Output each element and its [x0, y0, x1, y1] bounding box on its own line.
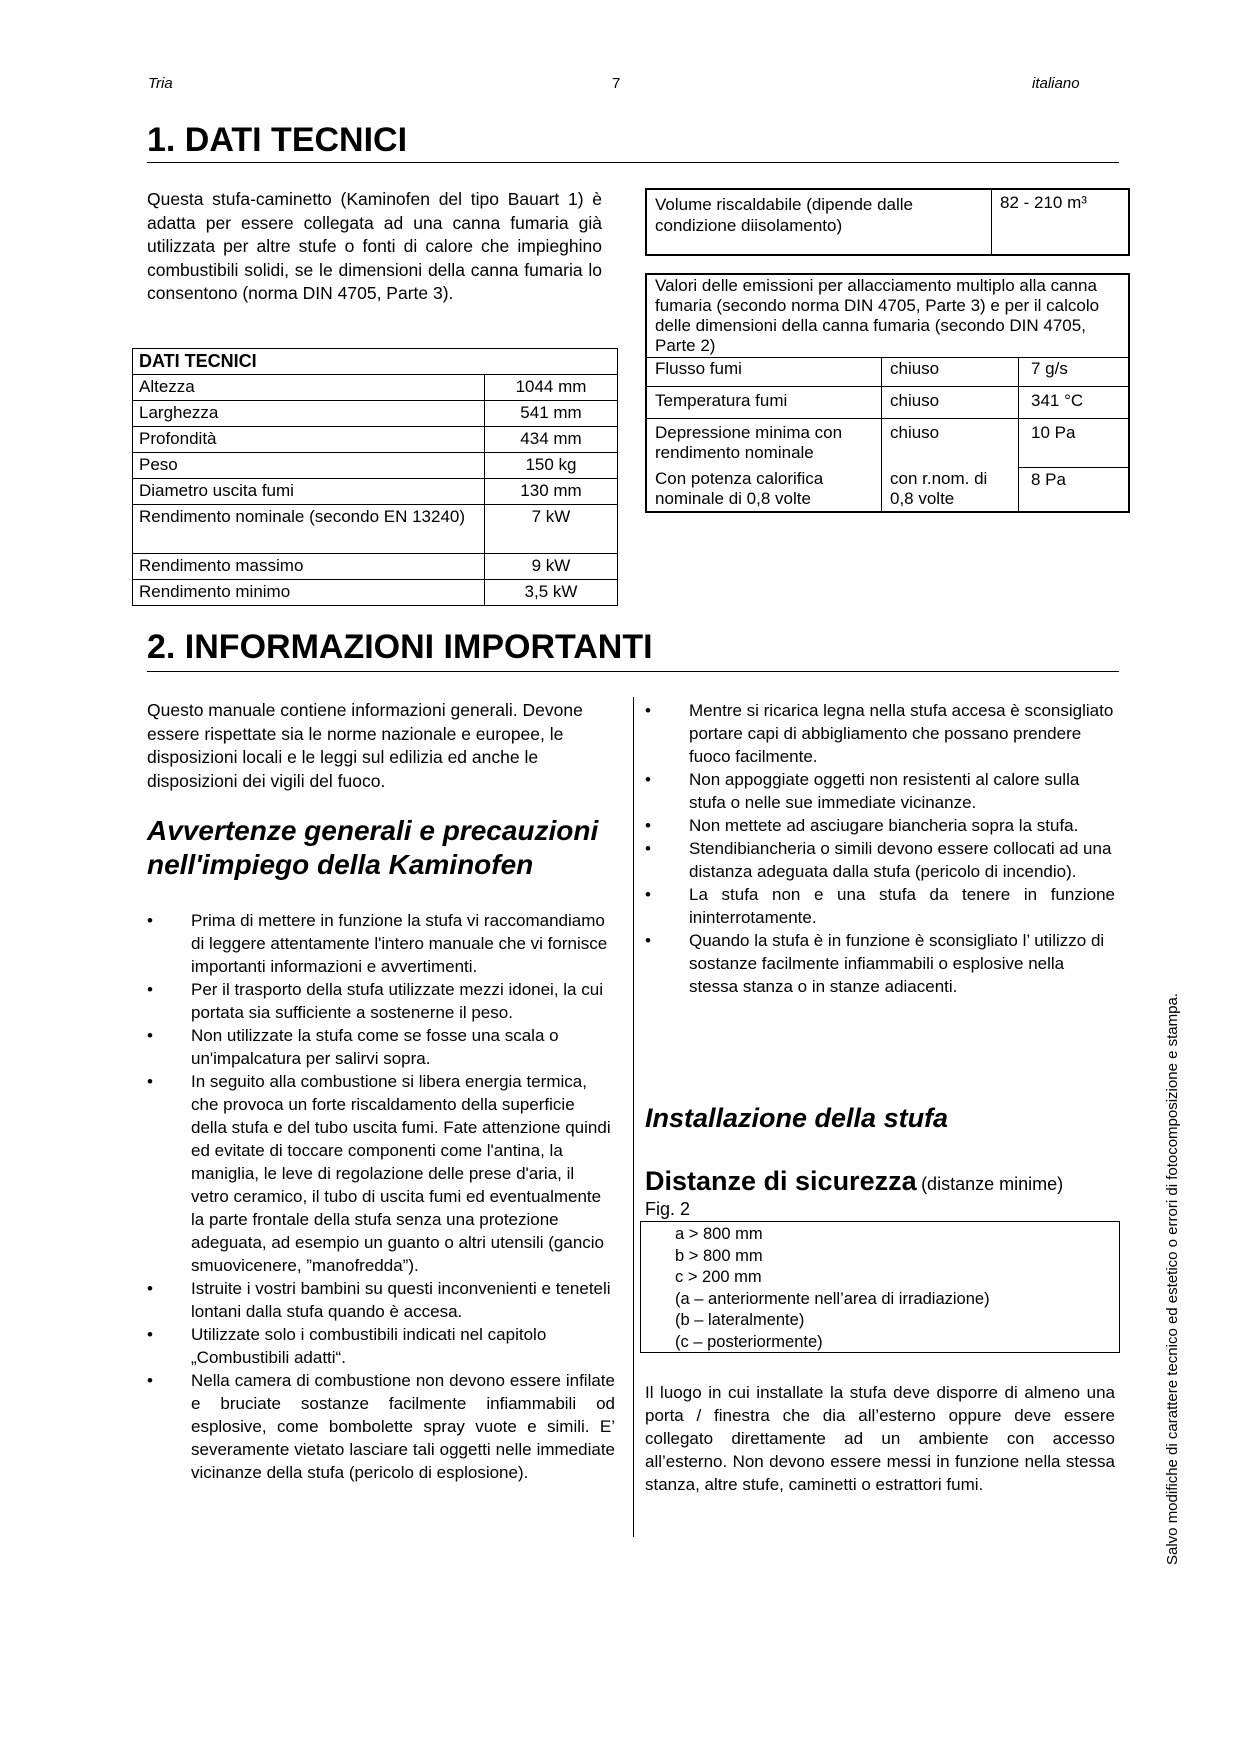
bullet-icon: •	[147, 980, 153, 999]
list-item	[147, 909, 615, 978]
figure-label: Fig. 2	[645, 1199, 691, 1219]
emission-table	[645, 273, 1130, 513]
tech-label: Altezza	[133, 375, 485, 401]
list-item	[147, 1369, 615, 1484]
list-item	[645, 883, 1115, 929]
table-row	[646, 189, 1129, 255]
distance-item: c > 200 mm	[675, 1268, 762, 1286]
distance-item: b > 800 mm	[675, 1246, 763, 1265]
bullet-text: Prima di mettere in funzione la stufa vi raccomandiamo di leggere attentamente l'intero manuale che vi fornisce importanti informazioni e avvertimenti.	[191, 911, 608, 976]
bullet-text: Non mettete ad asciugare biancheria sopra la stufa.	[689, 816, 1079, 835]
tech-value: 130 mm	[485, 479, 618, 505]
list-item	[147, 1024, 615, 1070]
emission-label: Flusso fumi	[646, 358, 882, 387]
emission-label: Temperatura fumi	[646, 387, 882, 419]
volume-table	[645, 188, 1130, 256]
section-2-rule	[147, 671, 1119, 672]
right-bullet-list	[645, 699, 1115, 998]
emission-value: 10 Pa	[1019, 419, 1130, 468]
table-row	[133, 427, 618, 453]
emission-state: chiuso	[882, 358, 1019, 387]
bullet-text: Quando la stufa è in funzione è sconsigliato l’ utilizzo di sostanze facilmente infiammabili o esplosive nella stessa stanza o in stanze adiacenti.	[689, 931, 1105, 996]
table-row	[133, 479, 618, 505]
bullet-icon: •	[147, 1279, 153, 1298]
list-item	[645, 929, 1115, 998]
section-2-title: 2. INFORMAZIONI IMPORTANTI	[147, 628, 653, 666]
side-disclaimer: Salvo modifiche di carattere tecnico ed estetico o errori di fotocomposizione e stampa.	[1164, 993, 1181, 1565]
list-item	[147, 1277, 615, 1323]
bullet-text: Stendibiancheria o simili devono essere collocati ad una distanza adeguata dalla stufa (pericolo di incendio).	[689, 839, 1112, 881]
tech-label: Peso	[133, 453, 485, 479]
page-number: 7	[612, 75, 621, 92]
installation-text: Il luogo in cui installate la stufa deve disporre di almeno una porta / finestra che dia all’esterno oppure deve essere collegato direttamente ad un ambiente con accesso all’esterno. Non devono essere messi in funzione nella stessa stanza, altre stufe, caminetti o estrattori fumi.	[645, 1383, 1115, 1494]
bullet-text: In seguito alla combustione si libera energia termica, che provoca un forte riscaldamento della superficie della stufa e del tubo uscita fumi. Fate attenzione quindi ed evitate di toccare componenti come l'antina, la maniglia, le leve di regolazione delle prese d'aria, il vetro ceramico, il tubo di uscita fumi ed eventualmente la parte frontale della stufa senza una protezione adeguata, ad esempio un guanto o altri utensili (gancio smuovicenere, ”manofredda”).	[191, 1072, 611, 1275]
list-item	[147, 1070, 615, 1277]
distances-note: (distanze minime)	[921, 1174, 1064, 1194]
table-row	[133, 554, 618, 580]
distances-box	[640, 1221, 1120, 1353]
list-item	[645, 768, 1115, 814]
left-bullet-list	[147, 909, 615, 1484]
emission-header: Valori delle emissioni per allacciamento multiplo alla canna fumaria (secondo norma DIN 4705, Parte 3) e per il calcolo delle dimensioni della canna fumaria (secondo DIN 4705, Parte 2)	[646, 274, 1129, 358]
emission-header-row	[646, 274, 1129, 358]
distance-item: a > 800 mm	[675, 1225, 763, 1243]
distance-item: (b – lateralmente)	[675, 1311, 805, 1329]
section-1-intro: Questa stufa-caminetto (Kaminofen del tipo Bauart 1) è adatta per essere collegata ad una canna fumaria già utilizzata per altre stufe o fonti di calore che impieghino combustibili solidi, se le dimensioni della canna fumaria lo consentono (norma DIN 4705, Parte 3).	[147, 189, 602, 303]
emission-label: Depressione minima con rendimento nominale	[646, 419, 882, 468]
bullet-icon: •	[147, 1026, 153, 1045]
bullet-text: Nella camera di combustione non devono essere infilate e bruciate sostanze facilmente infiammabili od esplosive, come bombolette spray vuote e simili. E’ severamente vietato lasciare tali oggetti nelle immediate vicinanze della stufa (pericolo di esplosione).	[191, 1371, 615, 1482]
section-1-title: 1. DATI TECNICI	[147, 121, 408, 159]
tech-value: 7 kW	[485, 505, 618, 554]
emission-state: chiuso	[882, 419, 1019, 468]
tech-value: 541 mm	[485, 401, 618, 427]
list-item	[147, 978, 615, 1024]
bullet-text: Istruite i vostri bambini su questi inconvenienti e teneteli lontani dalla stufa quando è accesa.	[191, 1279, 611, 1321]
bullet-text: Utilizzate solo i combustibili indicati nel capitolo „Combustibili adatti“.	[191, 1325, 547, 1367]
tech-label: Rendimento massimo	[133, 554, 485, 580]
bullet-icon: •	[645, 839, 651, 858]
bullet-text: Non utilizzate la stufa come se fosse una scala o un'impalcatura per salirvi sopra.	[191, 1026, 559, 1068]
emission-state: con r.nom. di 0,8 volte	[882, 467, 1019, 512]
table-row	[646, 387, 1129, 419]
volume-label: Volume riscaldabile (dipende dalle condizione diisolamento)	[646, 189, 992, 255]
table-row	[646, 358, 1129, 387]
section-2-intro: Questo manuale contiene informazioni generali. Devone essere rispettate sia le norme nazionale e europee, le disposizioni locali e le leggi sul edilizia ed anche le disposizioni dei vigili del fuoco.	[147, 700, 583, 791]
installation-title: Installazione della stufa	[645, 1103, 949, 1133]
column-divider	[633, 697, 634, 1537]
list-item	[645, 814, 1115, 837]
emission-label: Con potenza calorifica nominale di 0,8 volte	[646, 467, 882, 512]
table-row	[133, 453, 618, 479]
bullet-text: Per il trasporto della stufa utilizzate mezzi idonei, la cui portata sia sufficiente a sostenerne il peso.	[191, 980, 603, 1022]
tech-value: 9 kW	[485, 554, 618, 580]
tech-label: Profondità	[133, 427, 485, 453]
bullet-icon: •	[645, 931, 651, 950]
tech-value: 434 mm	[485, 427, 618, 453]
bullet-icon: •	[147, 1072, 153, 1091]
tech-table-title: DATI TECNICI	[133, 349, 618, 375]
emission-state: chiuso	[882, 387, 1019, 419]
tech-label: Rendimento minimo	[133, 580, 485, 606]
header-right: italiano	[1032, 75, 1080, 92]
distances-title: Distanze di sicurezza	[645, 1166, 917, 1196]
header-left: Tria	[148, 75, 173, 92]
table-row	[133, 505, 618, 554]
tech-table	[132, 348, 618, 606]
table-row	[646, 419, 1129, 468]
tech-label: Diametro uscita fumi	[133, 479, 485, 505]
bullet-icon: •	[645, 885, 651, 904]
list-item	[645, 837, 1115, 883]
emission-value: 341 °C	[1019, 387, 1130, 419]
bullet-text: Mentre si ricarica legna nella stufa accesa è sconsigliato portare capi di abbigliamento che possano prendere fuoco facilmente.	[689, 701, 1114, 766]
volume-value: 82 - 210 m³	[992, 189, 1130, 255]
tech-value: 3,5 kW	[485, 580, 618, 606]
tech-value: 150 kg	[485, 453, 618, 479]
bullet-icon: •	[147, 1325, 153, 1344]
emission-value: 7 g/s	[1019, 358, 1130, 387]
table-row	[646, 467, 1129, 512]
section-1-rule	[147, 162, 1119, 163]
tech-value: 1044 mm	[485, 375, 618, 401]
distance-item: (c – posteriormente)	[675, 1332, 823, 1351]
table-row	[133, 580, 618, 606]
bullet-text: Non appoggiate oggetti non resistenti al calore sulla stufa o nelle sue immediate vicinanze.	[689, 770, 1080, 812]
list-item	[645, 699, 1115, 768]
distances-heading	[645, 1166, 1063, 1197]
list-item	[147, 1323, 615, 1369]
tech-table-header-row	[133, 349, 618, 375]
bullet-icon: •	[645, 770, 651, 789]
table-row	[133, 375, 618, 401]
tech-label: Rendimento nominale (secondo EN 13240)	[133, 505, 485, 554]
emission-value: 8 Pa	[1019, 467, 1130, 512]
warnings-title: Avvertenze generali e precauzioni nell'impiego della Kaminofen	[147, 815, 599, 880]
tech-label: Larghezza	[133, 401, 485, 427]
table-row	[133, 401, 618, 427]
bullet-icon: •	[645, 701, 651, 720]
bullet-icon: •	[147, 1371, 153, 1390]
bullet-text: La stufa non e una stufa da tenere in funzione ininterrotamente.	[689, 885, 1115, 927]
bullet-icon: •	[147, 911, 153, 930]
bullet-icon: •	[645, 816, 651, 835]
distance-item: (a – anteriormente nell’area di irradiazione)	[675, 1289, 990, 1308]
